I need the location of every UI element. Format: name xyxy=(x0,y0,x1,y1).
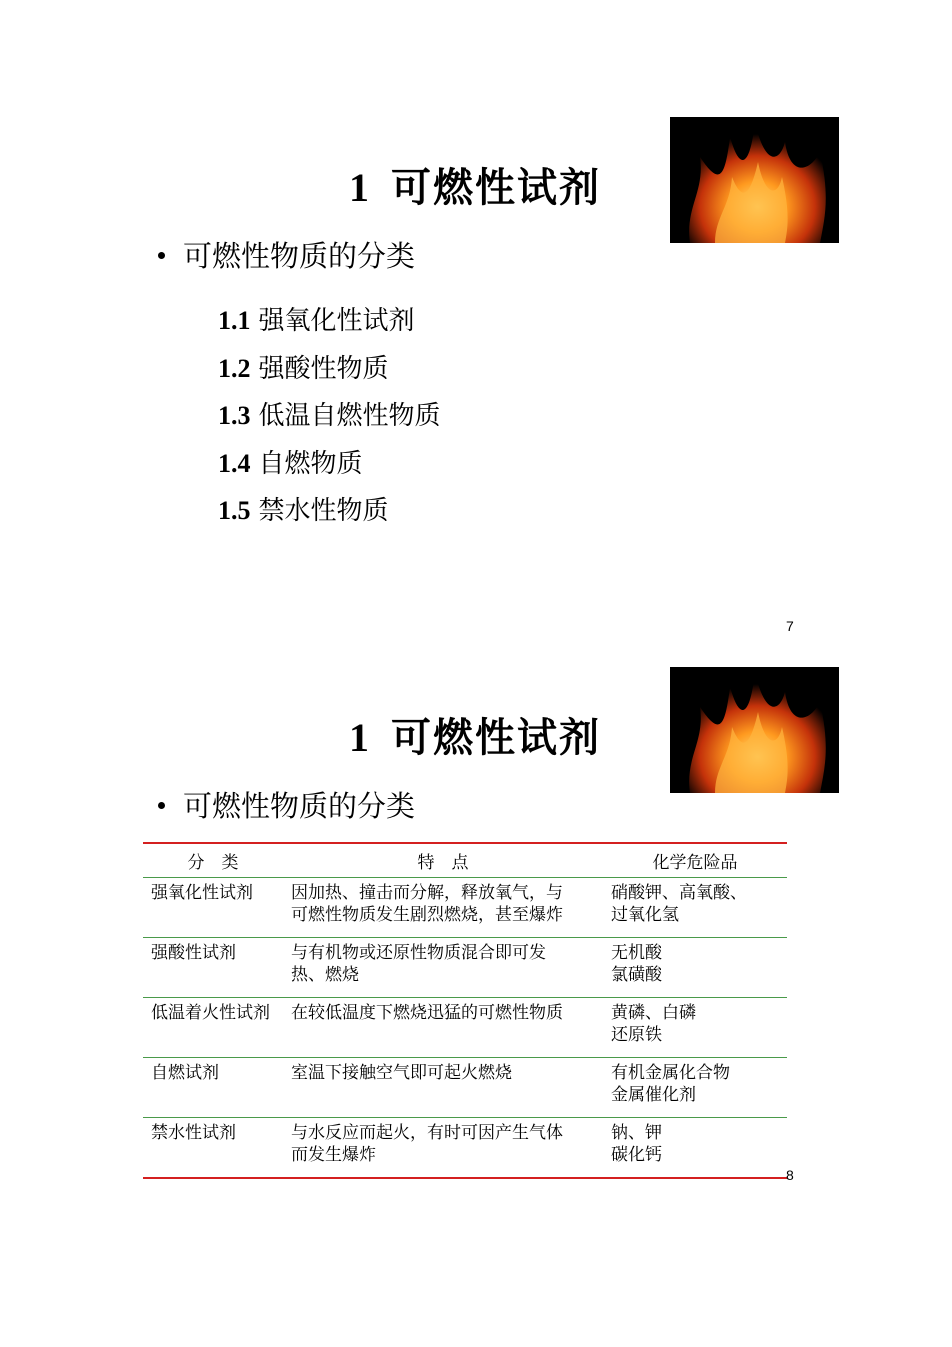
flame-image xyxy=(670,117,839,243)
cell-line: 与有机物或还原性物质混合即可发 xyxy=(291,943,546,963)
list-item xyxy=(218,348,441,396)
flame-image xyxy=(670,667,839,793)
item-text: 强酸性物质 xyxy=(258,353,389,384)
list-item xyxy=(218,443,441,491)
header-feature: 特 点 xyxy=(417,853,469,873)
cell-chemicals xyxy=(603,1058,787,1118)
table-row xyxy=(143,938,787,998)
cell-category: 强氧化性试剂 xyxy=(151,883,253,903)
cell-line: 有机金属化合物 xyxy=(611,1063,730,1083)
item-text: 强氧化性试剂 xyxy=(258,306,415,336)
table-row xyxy=(143,1118,787,1179)
page-number: 8 xyxy=(786,1167,794,1183)
table-row xyxy=(143,998,787,1058)
title-number: 1 xyxy=(349,715,371,760)
item-number: 1.5 xyxy=(218,496,251,525)
bullet-text: 可燃性物质的分类 xyxy=(183,789,416,823)
cell-line: 还原铁 xyxy=(611,1025,662,1045)
cell-line: 硝酸钾、高氧酸、 xyxy=(611,883,747,903)
title-number: 1 xyxy=(349,165,371,210)
cell-category: 强酸性试剂 xyxy=(151,943,236,963)
bullet-dot-icon xyxy=(158,802,165,809)
slide-7 xyxy=(0,90,952,640)
cell-line: 热、燃烧 xyxy=(291,965,359,985)
bullet-heading xyxy=(158,784,415,825)
cell-chemicals xyxy=(603,1118,787,1179)
cell-category: 自燃试剂 xyxy=(151,1063,219,1083)
cell-line: 在较低温度下燃烧迅猛的可燃性物质 xyxy=(291,1003,563,1023)
slide-8 xyxy=(0,640,952,1190)
table-row xyxy=(143,878,787,938)
table-header-row xyxy=(143,843,787,878)
cell-chemicals xyxy=(603,998,787,1058)
cell-line: 因加热、撞击而分解，释放氧气，与 xyxy=(291,883,563,903)
cell-category: 低温着火性试剂 xyxy=(151,1003,270,1023)
cell-feature xyxy=(283,938,603,998)
cell-chemicals xyxy=(603,938,787,998)
cell-feature xyxy=(283,998,603,1058)
category-list xyxy=(218,300,441,538)
item-number: 1.1 xyxy=(218,306,251,335)
item-number: 1.2 xyxy=(218,353,251,383)
list-item xyxy=(218,490,441,538)
cell-line: 无机酸 xyxy=(611,943,662,963)
item-number: 1.4 xyxy=(218,448,251,478)
table-row xyxy=(143,1058,787,1118)
cell-chemicals xyxy=(603,878,787,938)
cell-feature xyxy=(283,1058,603,1118)
bullet-text: 可燃性物质的分类 xyxy=(183,239,416,273)
cell-category: 禁水性试剂 xyxy=(151,1123,236,1143)
cell-line: 与水反应而起火，有时可因产生气体 xyxy=(291,1123,563,1143)
cell-line: 室温下接触空气即可起火燃烧 xyxy=(291,1063,512,1083)
bullet-heading xyxy=(158,234,415,275)
header-chemicals: 化学危险品 xyxy=(652,853,738,873)
list-item xyxy=(218,300,441,348)
slide-title xyxy=(320,706,630,763)
slide-title xyxy=(320,156,630,213)
hazard-table xyxy=(143,842,787,1179)
cell-line: 氯磺酸 xyxy=(611,965,662,985)
title-text: 可燃性试剂 xyxy=(391,714,601,761)
cell-line: 过氧化氢 xyxy=(611,905,679,925)
item-number: 1.3 xyxy=(218,401,251,430)
cell-line: 黄磷、白磷 xyxy=(611,1003,696,1023)
item-text: 自燃物质 xyxy=(258,448,363,479)
list-item xyxy=(218,395,441,443)
cell-line: 碳化钙 xyxy=(611,1145,662,1165)
cell-line: 金属催化剂 xyxy=(611,1085,696,1105)
title-text: 可燃性试剂 xyxy=(391,164,601,211)
cell-feature xyxy=(283,878,603,938)
item-text: 低温自燃性物质 xyxy=(258,401,441,431)
header-category: 分 类 xyxy=(187,853,239,873)
cell-feature xyxy=(283,1118,603,1179)
bullet-dot-icon xyxy=(158,252,165,259)
page-number: 7 xyxy=(786,618,794,634)
cell-line: 而发生爆炸 xyxy=(291,1145,376,1165)
cell-line: 可燃性物质发生剧烈燃烧，甚至爆炸 xyxy=(291,905,563,925)
cell-line: 钠、钾 xyxy=(611,1123,662,1143)
item-text: 禁水性物质 xyxy=(258,496,389,526)
